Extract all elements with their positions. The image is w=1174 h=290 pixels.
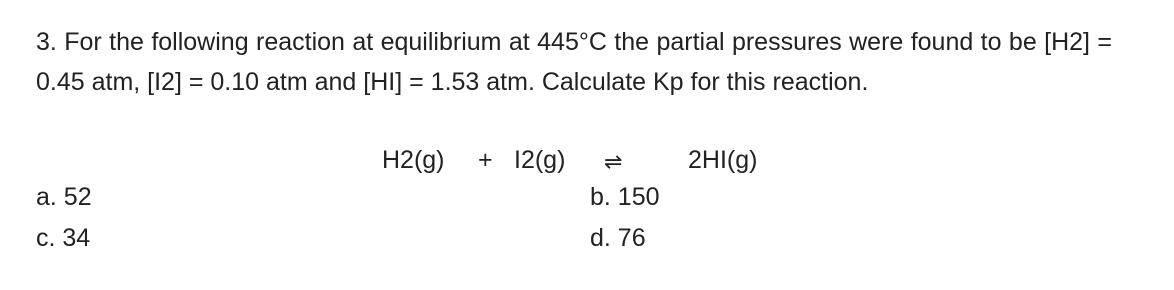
choice-c[interactable]: c. 34 (36, 224, 91, 252)
equilibrium-arrow-icon: ⇌ (604, 149, 623, 174)
choice-b[interactable]: b. 150 (590, 183, 660, 211)
question-text: 3. For the following reaction at equilibrium at 445°C the partial pressures were found to be [H2] = 0.45 atm, [I2] = 0.10 atm and [HI] = 1.53 atm. Calculate Kp for this reaction. (36, 28, 1112, 96)
choice-a[interactable]: a. 52 (36, 183, 92, 211)
reactant-i2: I2(g) (514, 146, 566, 174)
choice-d[interactable]: d. 76 (590, 224, 646, 252)
reactant-h2: H2(g) (382, 146, 445, 174)
plus-sign: + (478, 146, 493, 174)
product-hi: 2HI(g) (688, 146, 758, 174)
